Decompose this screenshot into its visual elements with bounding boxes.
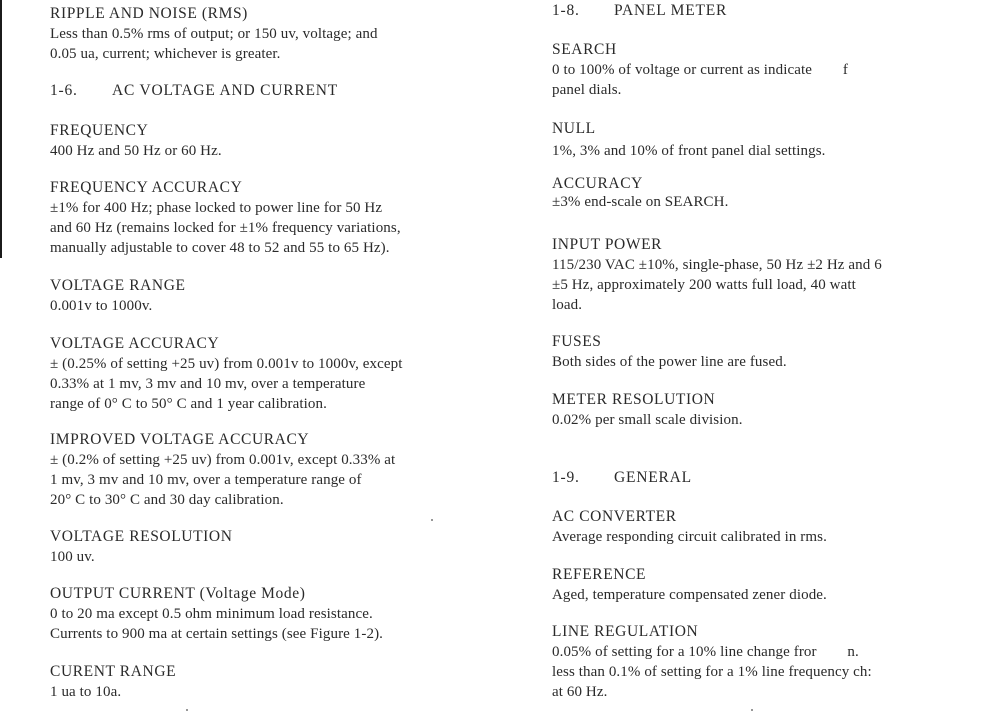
spec-text-line: manually adjustable to cover 48 to 52 and 55 to 65 Hz). (50, 240, 390, 256)
spec-heading: VOLTAGE RESOLUTION (50, 528, 233, 545)
spec-text-line: 0 to 100% of voltage or current as indicate f (552, 62, 848, 78)
spec-heading: OUTPUT CURRENT (Voltage Mode) (50, 585, 306, 602)
spec-text-line: 100 uv. (50, 549, 95, 565)
spec-heading: RIPPLE AND NOISE (RMS) (50, 5, 248, 22)
spec-text-line: and 60 Hz (remains locked for ±1% frequency variations, (50, 220, 401, 236)
scan-speck (751, 709, 753, 711)
spec-text-line: 0.33% at 1 mv, 3 mv and 10 mv, over a temperature (50, 376, 366, 392)
scan-speck (186, 709, 188, 711)
spec-heading: CURENT RANGE (50, 663, 177, 680)
spec-text-line: 0.001v to 1000v. (50, 298, 153, 314)
spec-heading: LINE REGULATION (552, 623, 699, 640)
spec-heading: VOLTAGE RANGE (50, 277, 186, 294)
spec-heading: NULL (552, 120, 596, 137)
spec-text-line: ± (0.2% of setting +25 uv) from 0.001v, except 0.33% at (50, 452, 396, 468)
spec-text-line: 0.05 ua, current; whichever is greater. (50, 46, 281, 62)
spec-text-line: ±3% end-scale on SEARCH. (552, 194, 729, 210)
spec-text-line: 1%, 3% and 10% of front panel dial settings. (552, 143, 826, 159)
section-title: PANEL METER (614, 2, 728, 19)
spec-text-line: 1 mv, 3 mv and 10 mv, over a temperature range of (50, 472, 362, 488)
spec-text-line: ± (0.25% of setting +25 uv) from 0.001v to 1000v, except (50, 356, 403, 372)
spec-heading: SEARCH (552, 41, 617, 58)
spec-heading: ACCURACY (552, 175, 643, 192)
spec-text-line: ±1% for 400 Hz; phase locked to power line for 50 Hz (50, 200, 383, 216)
spec-text-line: 0.05% of setting for a 10% line change fror n. (552, 644, 859, 660)
spec-heading: IMPROVED VOLTAGE ACCURACY (50, 431, 310, 448)
spec-text-line: panel dials. (552, 82, 622, 98)
spec-text-line: 0.02% per small scale division. (552, 412, 743, 428)
spec-heading: FREQUENCY ACCURACY (50, 179, 243, 196)
spec-text-line: Both sides of the power line are fused. (552, 354, 787, 370)
spec-heading: REFERENCE (552, 566, 647, 583)
spec-text-line: Currents to 900 ma at certain settings (see Figure 1-2). (50, 626, 384, 642)
spec-text-line: 115/230 VAC ±10%, single-phase, 50 Hz ±2 Hz and 6 (552, 257, 882, 273)
spec-text-line: 1 ua to 10a. (50, 684, 122, 700)
section-title: AC VOLTAGE AND CURRENT (112, 82, 339, 99)
spec-heading: FUSES (552, 333, 602, 350)
spec-heading: METER RESOLUTION (552, 391, 716, 408)
spec-heading: VOLTAGE ACCURACY (50, 335, 220, 352)
spec-heading: INPUT POWER (552, 236, 663, 253)
spec-heading: FREQUENCY (50, 122, 149, 139)
spec-text-line: 0 to 20 ma except 0.5 ohm minimum load resistance. (50, 606, 373, 622)
spec-heading: AC CONVERTER (552, 508, 677, 525)
spec-text-line: Less than 0.5% rms of output; or 150 uv, voltage; and (50, 26, 378, 42)
spec-text-line: 400 Hz and 50 Hz or 60 Hz. (50, 143, 222, 159)
spec-text-line: Average responding circuit calibrated in rms. (552, 529, 827, 545)
spec-text-line: load. (552, 297, 583, 313)
spec-text-line: ±5 Hz, approximately 200 watts full load, 40 watt (552, 277, 856, 293)
spec-text-line: less than 0.1% of setting for a 1% line frequency ch: (552, 664, 872, 680)
spec-text-line: range of 0° C to 50° C and 1 year calibration. (50, 396, 327, 412)
spec-text-line: at 60 Hz. (552, 684, 608, 700)
scan-speck (431, 519, 433, 521)
section-title: GENERAL (614, 469, 692, 486)
spec-text-line: Aged, temperature compensated zener diode. (552, 587, 827, 603)
section-number: 1-9. (552, 469, 580, 486)
spec-text-line: 20° C to 30° C and 30 day calibration. (50, 492, 284, 508)
scan-edge-border (0, 0, 2, 258)
section-number: 1-8. (552, 2, 580, 19)
section-number: 1-6. (50, 82, 78, 99)
